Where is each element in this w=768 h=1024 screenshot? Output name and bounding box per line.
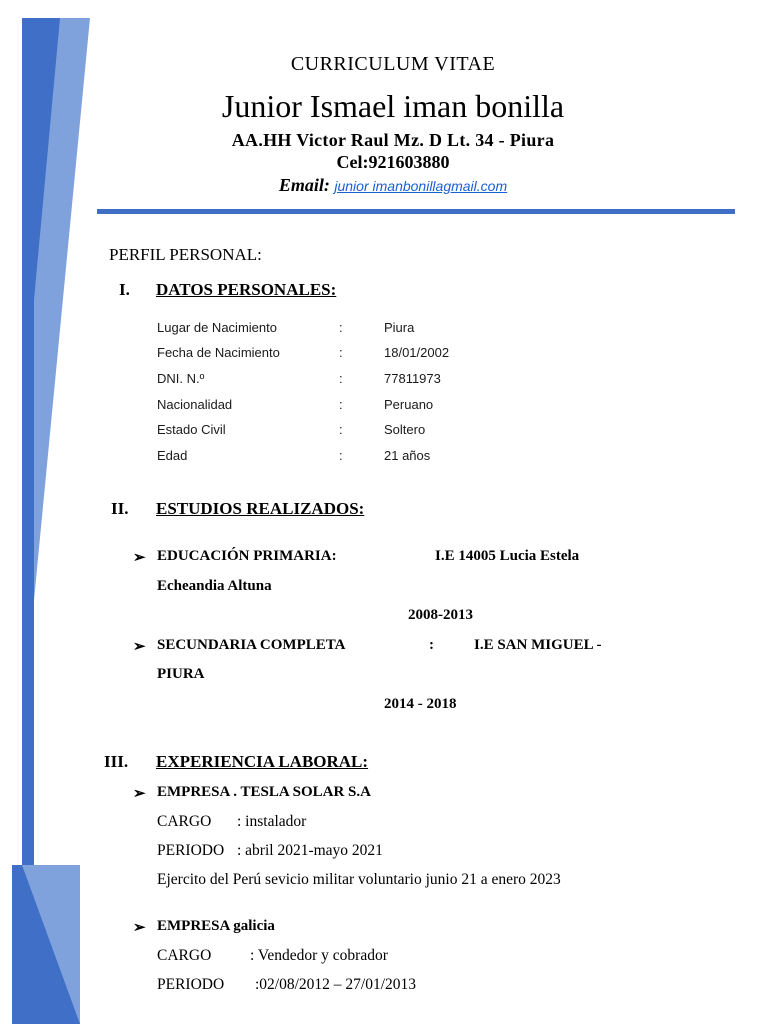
- document-title: CURRICULUM VITAE: [290, 53, 496, 75]
- personal-label: Edad: [157, 448, 188, 463]
- arrow-bullet-icon: ➢: [133, 639, 146, 655]
- profile-heading: PERFIL PERSONAL:: [109, 245, 262, 264]
- personal-value: Peruano: [384, 397, 434, 412]
- secondary-separator: :: [429, 637, 434, 653]
- candidate-name: Junior Ismael iman bonilla: [221, 88, 565, 124]
- personal-label: Nacionalidad: [157, 397, 233, 412]
- address: AA.HH Victor Raul Mz. D Lt. 34 - Piura: [231, 130, 555, 150]
- section-title-personal: DATOS PERSONALES:: [156, 280, 337, 299]
- secondary-school-line1: I.E SAN MIGUEL -: [474, 637, 602, 653]
- personal-value: 77811973: [384, 371, 441, 386]
- personal-separator: :: [339, 345, 343, 360]
- job-cargo-label: CARGO: [157, 947, 212, 964]
- personal-label: Lugar de Nacimiento: [157, 320, 277, 335]
- personal-separator: :: [339, 422, 343, 437]
- job-periodo-value: :02/08/2012 – 27/01/2013: [255, 976, 417, 993]
- job-company: EMPRESA . TESLA SOLAR S.A: [157, 784, 371, 800]
- personal-value: Soltero: [384, 422, 426, 437]
- personal-separator: :: [339, 448, 343, 463]
- job-periodo-value: : abril 2021-mayo 2021: [237, 842, 383, 859]
- arrow-bullet-icon: ➢: [133, 786, 146, 802]
- primary-education-label: EDUCACIÓN PRIMARIA:: [157, 548, 337, 564]
- primary-school-line2: Echeandia Altuna: [157, 578, 272, 594]
- personal-label: Fecha de Nacimiento: [157, 345, 280, 360]
- job-cargo-value: : Vendedor y cobrador: [250, 947, 388, 964]
- header-divider: [97, 209, 735, 214]
- personal-separator: :: [339, 371, 343, 386]
- job-note: Ejercito del Perú sevicio militar voluntario junio 21 a enero 2023: [157, 871, 561, 888]
- job-company: EMPRESA galicia: [157, 918, 275, 934]
- email-label: Email:: [278, 175, 330, 195]
- personal-label: Estado Civil: [157, 422, 226, 437]
- email-link[interactable]: junior imanbonillagmail.com: [334, 178, 508, 194]
- arrow-bullet-icon: ➢: [133, 920, 146, 936]
- section-title-studies: ESTUDIOS REALIZADOS:: [156, 499, 365, 518]
- arrow-bullet-icon: ➢: [133, 550, 146, 566]
- secondary-years: 2014 - 2018: [384, 696, 457, 712]
- section-number-studies: II.: [111, 499, 129, 518]
- personal-label: DNI. N.º: [157, 371, 205, 386]
- section-number-personal: I.: [119, 280, 130, 299]
- section-title-experience: EXPERIENCIA LABORAL:: [156, 752, 369, 771]
- personal-value: 21 años: [384, 448, 431, 463]
- secondary-education-label: SECUNDARIA COMPLETA: [157, 637, 346, 653]
- personal-separator: :: [339, 397, 343, 412]
- personal-value: 18/01/2002: [384, 345, 450, 360]
- email-line: [0, 175, 768, 196]
- job-cargo-value: : instalador: [237, 813, 307, 830]
- job-periodo-label: PERIODO: [157, 842, 225, 859]
- primary-school-line1: I.E 14005 Lucia Estela: [435, 548, 580, 564]
- job-periodo-label: PERIODO: [157, 976, 225, 993]
- primary-years: 2008-2013: [408, 607, 473, 623]
- job-cargo-label: CARGO: [157, 813, 212, 830]
- personal-value: Piura: [384, 320, 415, 335]
- personal-separator: :: [339, 320, 343, 335]
- section-number-experience: III.: [104, 752, 129, 771]
- secondary-school-line2: PIURA: [157, 666, 205, 682]
- phone: Cel:921603880: [336, 152, 450, 172]
